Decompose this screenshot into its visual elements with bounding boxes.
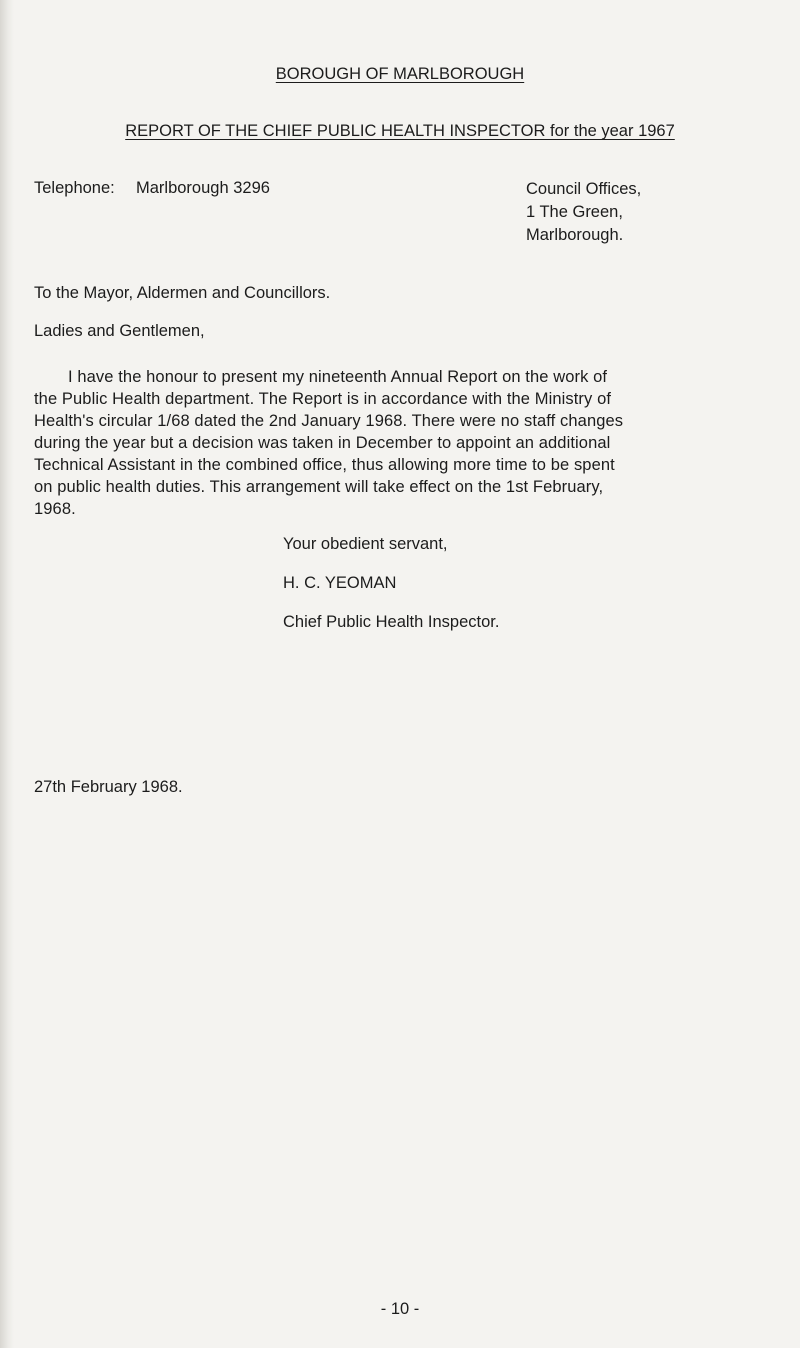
address-line: Council Offices, [526, 180, 642, 198]
telephone-number: Marlborough 3296 [136, 179, 270, 197]
body-line: Health's circular 1/68 dated the 2nd January 1968. There were no staff changes [34, 412, 624, 430]
report-subtitle: REPORT OF THE CHIEF PUBLIC HEALTH INSPECTOR for the year 1967 [125, 122, 675, 140]
address-line: 1 The Green, [526, 203, 623, 221]
signatory-name: H. C. YEOMAN [283, 574, 397, 592]
address-line: Marlborough. [526, 226, 624, 244]
body-line: I have the honour to present my nineteenth Annual Report on the work of [68, 368, 608, 386]
letter-body [34, 366, 762, 520]
document-title: BOROUGH OF MARLBOROUGH [275, 65, 525, 83]
page-number: - 10 - [380, 1300, 420, 1318]
page-edge-shadow [0, 0, 14, 1348]
body-line: during the year but a decision was taken in December to appoint an additional [34, 434, 611, 452]
body-line: the Public Health department. The Report is in accordance with the Ministry of [34, 390, 612, 408]
signatory-title: Chief Public Health Inspector. [283, 613, 500, 631]
telephone-label: Telephone: [34, 179, 115, 197]
letter-date: 27th February 1968. [34, 778, 183, 796]
closing: Your obedient servant, [283, 535, 448, 553]
body-line: Technical Assistant in the combined office, thus allowing more time to be spent [34, 456, 615, 474]
salutation: Ladies and Gentlemen, [34, 322, 205, 340]
body-line: 1968. [34, 500, 76, 518]
body-line: on public health duties. This arrangement will take effect on the 1st February, [34, 478, 604, 496]
addressee: To the Mayor, Aldermen and Councillors. [34, 284, 331, 302]
